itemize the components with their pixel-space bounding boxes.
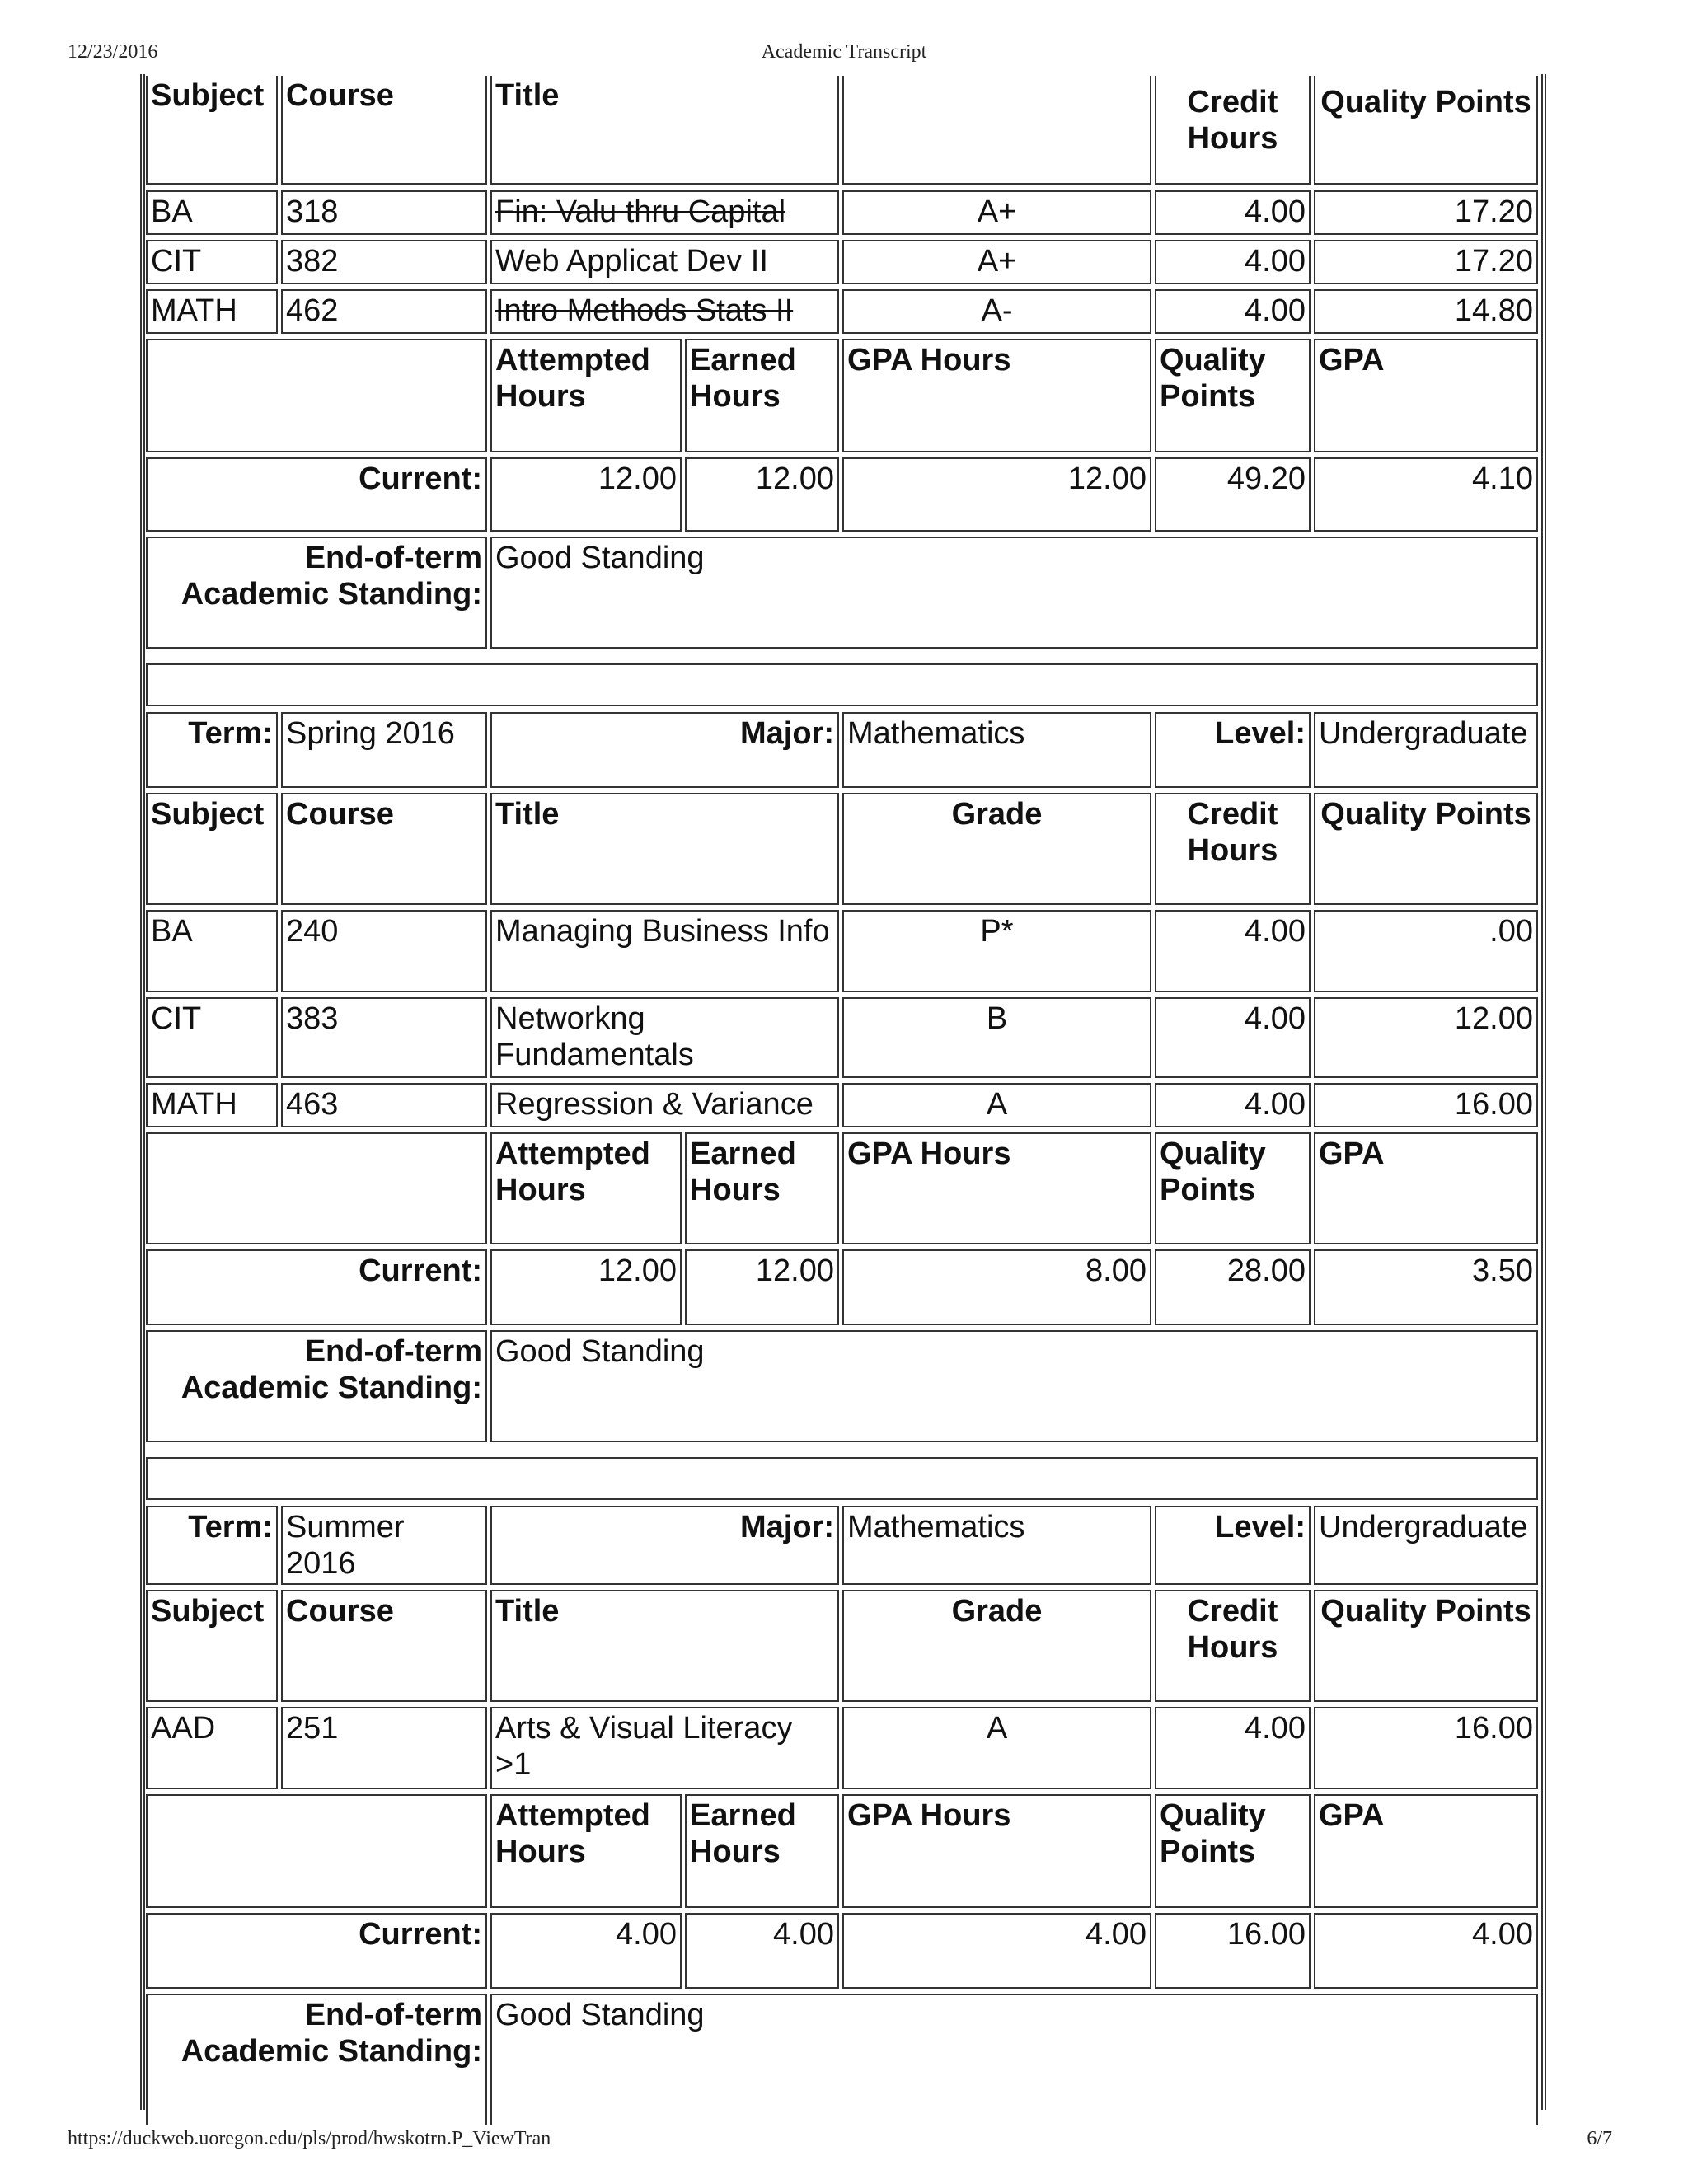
col-header-credit-hours: Credit Hours (1155, 1590, 1311, 1702)
current-quality-points: 49.20 (1155, 457, 1311, 532)
course-title: Web Applicat Dev II (490, 240, 839, 284)
course-number: 383 (281, 997, 487, 1078)
course-quality-points: 14.80 (1314, 289, 1538, 334)
totals-header-gpa-hours: GPA Hours (842, 1794, 1151, 1908)
course-credit-hours: 4.00 (1155, 1707, 1311, 1789)
current-earned-hours: 12.00 (685, 457, 839, 532)
current-quality-points: 16.00 (1155, 1913, 1311, 1989)
col-header-subject: Subject (146, 1590, 278, 1702)
current-attempted-hours: 12.00 (490, 1249, 682, 1325)
level-label: Level: (1155, 1506, 1311, 1585)
course-credit-hours: 4.00 (1155, 997, 1311, 1078)
course-number: 463 (281, 1083, 487, 1127)
course-quality-points: 16.00 (1314, 1707, 1538, 1789)
col-header-credit-hours: Credit Hours (1155, 76, 1311, 185)
totals-header-earned-hours: Earned Hours (685, 339, 839, 452)
course-grade: A+ (842, 190, 1151, 235)
course-subject: MATH (146, 1083, 278, 1127)
course-grade: A (842, 1707, 1151, 1789)
course-title: Arts & Visual Literacy >1 (490, 1707, 839, 1789)
course-credit-hours: 4.00 (1155, 190, 1311, 235)
term-value: Spring 2016 (281, 712, 487, 788)
current-gpa: 4.00 (1314, 1913, 1538, 1989)
current-gpa-hours: 12.00 (842, 457, 1151, 532)
course-quality-points: 16.00 (1314, 1083, 1538, 1127)
totals-header-gpa: GPA (1314, 1794, 1538, 1908)
course-subject: CIT (146, 997, 278, 1078)
course-credit-hours: 4.00 (1155, 289, 1311, 334)
major-value: Mathematics (842, 1506, 1151, 1585)
totals-header-quality-points: Quality Points (1155, 1794, 1311, 1908)
course-subject: CIT (146, 240, 278, 284)
course-grade: A+ (842, 240, 1151, 284)
col-header-subject: Subject (146, 793, 278, 905)
course-grade: A- (842, 289, 1151, 334)
course-number: 251 (281, 1707, 487, 1789)
col-header-quality-points: Quality Points (1314, 1590, 1538, 1702)
col-header-title: Title (490, 1590, 839, 1702)
page-number: 6/7 (1587, 2128, 1612, 2149)
col-header-course: Course (281, 793, 487, 905)
col-header-grade: Grade (842, 793, 1151, 905)
current-earned-hours: 12.00 (685, 1249, 839, 1325)
table-frame-left (140, 74, 145, 2110)
totals-header-quality-points: Quality Points (1155, 1132, 1311, 1244)
major-label: Major: (490, 1506, 839, 1585)
standing-label: End-of-term Academic Standing: (146, 1330, 487, 1442)
term-spacer (146, 663, 1538, 706)
current-attempted-hours: 4.00 (490, 1913, 682, 1989)
standing-value: Good Standing (490, 537, 1538, 649)
page-url: https://duckweb.uoregon.edu/pls/prod/hwskotrn.P_ViewTran (68, 2128, 551, 2149)
current-gpa: 4.10 (1314, 457, 1538, 532)
course-title: Managing Business Info (490, 910, 839, 992)
current-gpa: 3.50 (1314, 1249, 1538, 1325)
course-grade: B (842, 997, 1151, 1078)
major-label: Major: (490, 712, 839, 788)
col-header-course: Course (281, 76, 487, 185)
term-label: Term: (146, 1506, 278, 1585)
course-quality-points: 12.00 (1314, 997, 1538, 1078)
table-frame-right (1541, 74, 1546, 2110)
current-gpa-hours: 8.00 (842, 1249, 1151, 1325)
current-attempted-hours: 12.00 (490, 457, 682, 532)
current-quality-points: 28.00 (1155, 1249, 1311, 1325)
col-header-subject: Subject (146, 76, 278, 185)
totals-header-gpa-hours: GPA Hours (842, 339, 1151, 452)
course-number: 240 (281, 910, 487, 992)
totals-header-attempted-hours: Attempted Hours (490, 1794, 682, 1908)
course-number: 318 (281, 190, 487, 235)
term-spacer (146, 1457, 1538, 1500)
current-label: Current: (146, 457, 487, 532)
course-title: Fin: Valu thru Capital (490, 190, 839, 235)
course-subject: BA (146, 190, 278, 235)
col-header-credit-hours: Credit Hours (1155, 793, 1311, 905)
major-value: Mathematics (842, 712, 1151, 788)
col-header-quality-points: Quality Points (1314, 793, 1538, 905)
standing-label: End-of-term Academic Standing: (146, 537, 487, 649)
course-credit-hours: 4.00 (1155, 240, 1311, 284)
standing-value: Good Standing (490, 1994, 1538, 2125)
current-earned-hours: 4.00 (685, 1913, 839, 1989)
standing-label: End-of-term Academic Standing: (146, 1994, 487, 2125)
totals-header-gpa: GPA (1314, 339, 1538, 452)
course-credit-hours: 4.00 (1155, 1083, 1311, 1127)
level-value: Undergraduate (1314, 712, 1538, 788)
course-number: 462 (281, 289, 487, 334)
course-title: Intro Methods Stats II (490, 289, 839, 334)
course-number: 382 (281, 240, 487, 284)
course-title: Networkng Fundamentals (490, 997, 839, 1078)
totals-header-earned-hours: Earned Hours (685, 1794, 839, 1908)
totals-header-gpa-hours: GPA Hours (842, 1132, 1151, 1244)
course-quality-points: .00 (1314, 910, 1538, 992)
totals-header-gpa: GPA (1314, 1132, 1538, 1244)
standing-value: Good Standing (490, 1330, 1538, 1442)
course-subject: MATH (146, 289, 278, 334)
totals-header-blank (146, 1794, 487, 1908)
totals-header-quality-points: Quality Points (1155, 339, 1311, 452)
col-header-quality-points: Quality Points (1314, 76, 1538, 185)
col-header-grade (842, 76, 1151, 185)
course-subject: AAD (146, 1707, 278, 1789)
totals-header-earned-hours: Earned Hours (685, 1132, 839, 1244)
current-label: Current: (146, 1913, 487, 1989)
totals-header-attempted-hours: Attempted Hours (490, 1132, 682, 1244)
current-gpa-hours: 4.00 (842, 1913, 1151, 1989)
course-grade: P* (842, 910, 1151, 992)
course-subject: BA (146, 910, 278, 992)
course-quality-points: 17.20 (1314, 240, 1538, 284)
totals-header-blank (146, 339, 487, 452)
col-header-course: Course (281, 1590, 487, 1702)
col-header-title: Title (490, 76, 839, 185)
level-value: Undergraduate (1314, 1506, 1538, 1585)
level-label: Level: (1155, 712, 1311, 788)
term-label: Term: (146, 712, 278, 788)
course-title: Regression & Variance (490, 1083, 839, 1127)
term-value: Summer 2016 (281, 1506, 487, 1585)
totals-header-blank (146, 1132, 487, 1244)
print-date: 12/23/2016 (68, 41, 158, 63)
course-credit-hours: 4.00 (1155, 910, 1311, 992)
totals-header-attempted-hours: Attempted Hours (490, 339, 682, 452)
col-header-title: Title (490, 793, 839, 905)
current-label: Current: (146, 1249, 487, 1325)
course-grade: A (842, 1083, 1151, 1127)
course-quality-points: 17.20 (1314, 190, 1538, 235)
col-header-grade: Grade (842, 1590, 1151, 1702)
page-title: Academic Transcript (761, 41, 927, 63)
